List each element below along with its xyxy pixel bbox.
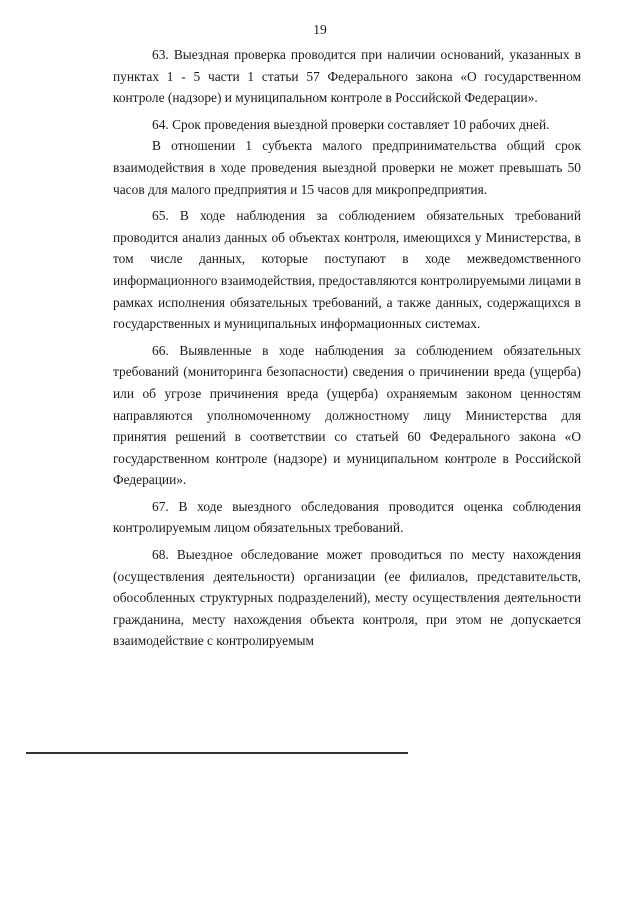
paragraph-64: 64. Срок проведения выездной проверки составляет 10 рабочих дней.	[152, 116, 550, 132]
paragraph-68: 68. Выездное обследование может проводиться по месту нахождения (осуществления деятельности) организации (ее филиалов, представительств, обособленных структурных подразделений), месту осуществления деятельности гражданина, месту нахождения объекта контроля, при этом не допускается взаимодействие с контролируемым	[113, 547, 581, 649]
page-number: 19	[313, 22, 327, 37]
paragraph-67: 67. В ходе выездного обследования проводится оценка соблюдения контролируемым лицом обязательных требований.	[113, 498, 581, 536]
document-body	[113, 44, 581, 652]
paragraph-66: 66. Выявленные в ходе наблюдения за соблюдением обязательных требований (мониторинга безопасности) сведения о причинении вреда (ущерба) или об угрозе причинения вреда (ущерба) охраняемым законом ценностям направляются уполномоченному должностному лицу Министерства для принятия решений в соответствии со статьей 60 Федерального закона «О государственном контроле (надзоре) и муниципальном контроле в Российской Федерации».	[113, 342, 581, 488]
paragraph-64-continuation: В отношении 1 субъекта малого предпринимательства общий срок взаимодействия в ходе проведения выездной проверки не может превышать 50 часов для малого предприятия и 15 часов для микропредприятия.	[113, 138, 581, 197]
paragraph-63: 63. Выездная проверка проводится при наличии оснований, указанных в пунктах 1 - 5 части 1 статьи 57 Федерального закона «О государственном контроле (надзоре) и муниципальном контроле в Российской Федерации».	[113, 47, 581, 106]
footnote-separator	[26, 752, 408, 754]
paragraph-65: 65. В ходе наблюдения за соблюдением обязательных требований проводится анализ данных об объектах контроля, имеющихся у Министерства, в том числе данных, которые поступают в ходе межведомственного информационного взаимодействия, предоставляются контролируемыми лицами в рамках исполнения обязательных требований, а также данных, содержащихся в государственных и муниципальных информационных системах.	[113, 208, 581, 332]
